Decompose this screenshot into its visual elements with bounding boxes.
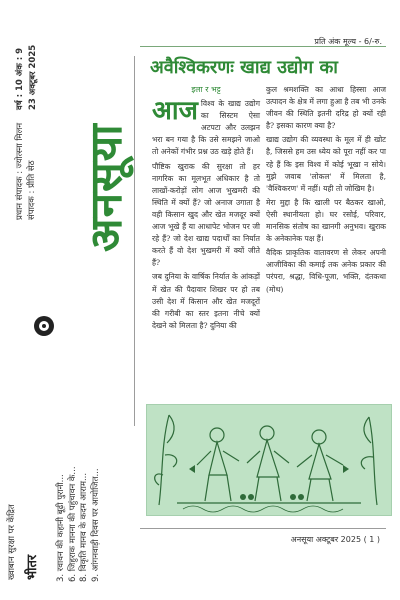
column-divider — [134, 56, 135, 426]
article-column-2 — [266, 84, 386, 298]
folk-art-illustration — [146, 404, 392, 516]
chief-editor: प्रधान संपादक : ज्योत्स्ना मिलन — [15, 122, 25, 220]
folk-art-drawing — [147, 405, 391, 515]
paragraph: वैदिक प्राकृतिक वातावरण से लेकर अपनी आजीविका की कमाई तक अनेक प्रकार की परंपरा, श्रद्धा, विधि-पूजा, भक्ति, दंतकथा (मोथ) — [266, 248, 386, 294]
footer-rule — [140, 528, 386, 529]
lotus-logo-icon — [34, 316, 54, 336]
toc-list — [56, 466, 102, 582]
header-rule — [140, 46, 386, 47]
magazine-title: अनसूया — [81, 123, 132, 252]
toc-item[interactable]: 3. रवावन की कहानी बूढ़ी पुरानी... — [56, 474, 66, 582]
paragraph: खाद्य उद्योग की व्यवस्था के मूल में ही खोट है, जिससे हम उस ध्येय को पूरा नहीं कर पा रहे हैं कि इस विश्व में कोई भूखा न सोये। मुझे जवाब 'लोकल' में मिलता है, 'वैश्विकरण' में नहीं। यही तो जोखिम है। — [266, 135, 386, 193]
toc-item[interactable]: 8. विकृति मानव के कदम आराम... — [79, 472, 89, 582]
drop-cap: आज — [152, 96, 198, 127]
paragraph: पौष्टिक खुराक की सुरक्षा तो हर नागरिक का मूलभूत अधिकार है तो लाखों-करोड़ों लोग आज भुखमरी की स्थिति में क्यों हैं? जो अनाज उगाता है वही किसान खुद और खेत मजदूर क्यों आज भूखे हैं या आधापेट भोजन पर जी रहे हैं? जो देश खाद्य पदार्थों का निर्यात करते हैं वो देश भुखमरी में क्यों जीते हैं? — [152, 161, 260, 268]
paragraph — [152, 98, 260, 158]
toc-item[interactable]: 6. जिहुराक मानना की पहुंचावन के... — [67, 466, 78, 582]
toc-heading: भीतर — [25, 554, 40, 580]
paragraph: मेरा मुद्दा है कि खाली पर बैठकर खाओ, ऐसी स्थानीयता हो। घर रसोई, परिवार, मानसिक संतोष का खानगी अनुभव। खुराक के अनेकानेक पक्ष हैं। — [266, 197, 386, 244]
price-label: प्रति अंक मूल्य - 6/-रु. — [314, 37, 382, 46]
toc-subheading: ख्वाबान सुरक्षा पर केंद्रित — [7, 504, 17, 580]
paragraph-text: विश्व के खाद्य उद्योग का सिस्टम ऐसा अटपटा और उलझन भरा बन गया है कि उसे समझने जाओ तो अनेकों गंभीर प्रश्न उठ खड़े होते हैं। — [152, 99, 260, 157]
issue-number: वर्ष : 10 अंक : 9 — [15, 48, 25, 110]
paragraph: जब दुनिया के वार्षिक निर्यात के आंकड़ों में खेत की पैदावार शिखर पर हो तब उसी देश में किसान और खेत मजदूरों की गरीबी का स्तर इतना नीचे क्यों देखने को मिलता है? दुनिया की — [152, 272, 260, 330]
article-headline: अवैश्विकरणः खाद्य उद्योग का — [150, 57, 338, 78]
editor-credits — [14, 123, 38, 220]
paragraph: कुल श्रमशक्ति का आधा हिस्सा आज उत्पादन के क्षेत्र में लगा हुआ है तब भी उनके जीवन की स्थिति इतनी दरिद्र हो क्यों रही है? इसका कारण क्या है? — [266, 85, 386, 131]
article-author: इला र भट्ट — [191, 85, 221, 94]
issue-date: 23 अक्टूबर 2025 — [28, 44, 38, 110]
editor: संपादक : प्रीति सेठ — [27, 160, 37, 220]
article-column-1 — [152, 84, 260, 334]
toc-item[interactable]: 9. आंगनवाड़ी दिवस पर आयोजित... — [90, 468, 101, 582]
page-footer: अनसूया अक्टूबर 2025 ( 1 ) — [290, 535, 380, 544]
masthead-strip — [0, 0, 130, 600]
